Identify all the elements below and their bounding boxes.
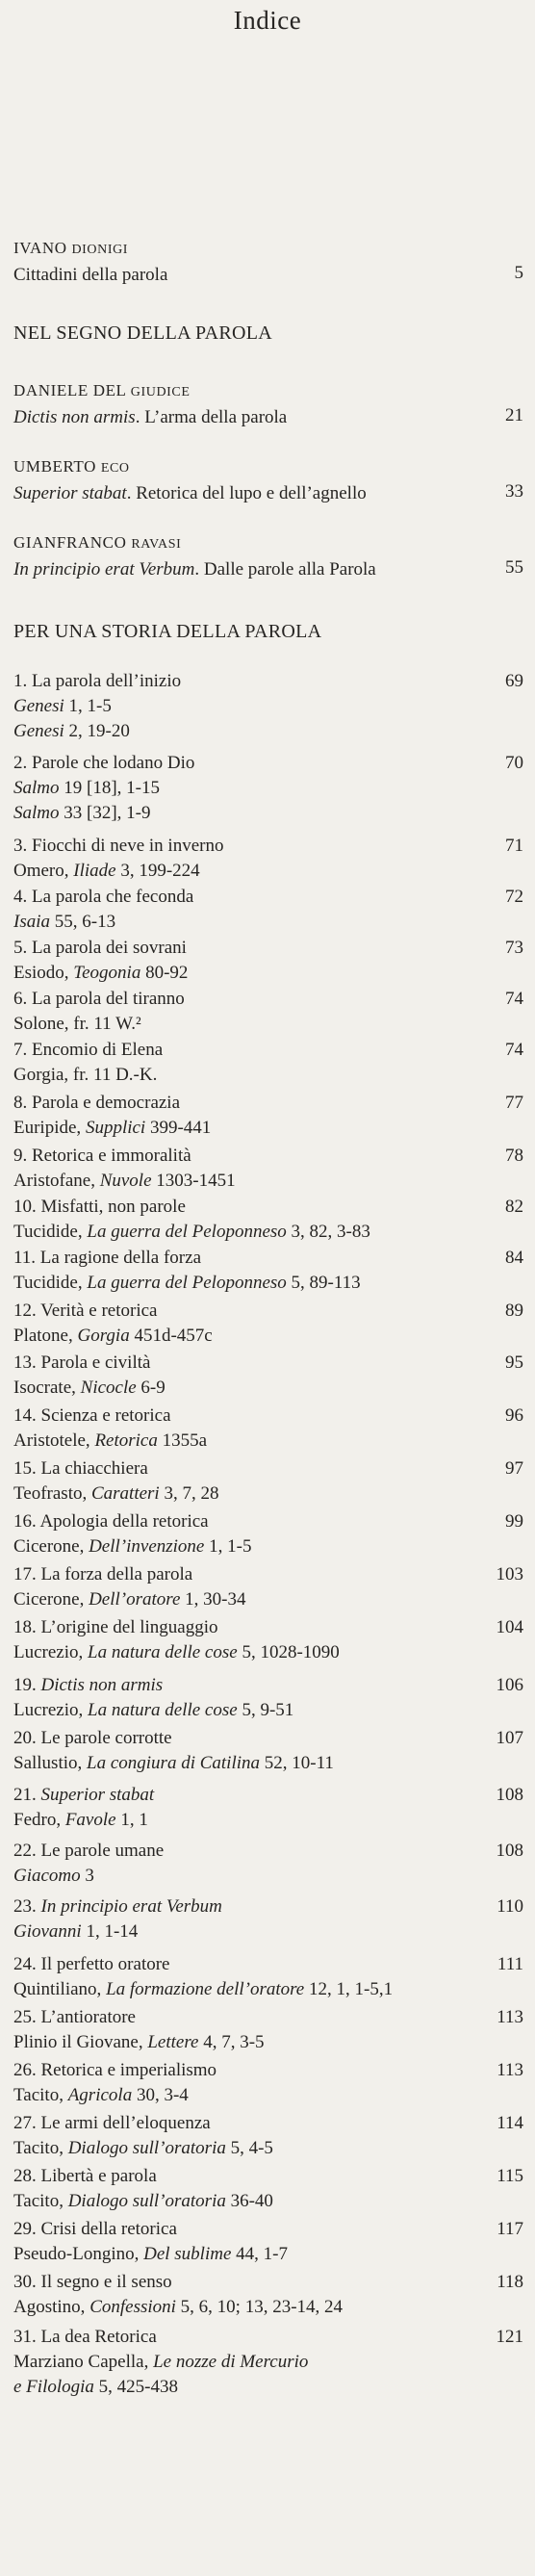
chapter-entry[interactable] [13,1783,523,1833]
chapter-title: 7. Encomio di Elena [13,1040,164,1060]
essay-author: DANIELE DEL GIUDICE [13,381,191,399]
chapter-source: Isocrate, Nicocle 6-9 [13,1378,166,1398]
chapter-entry[interactable] [13,2270,523,2320]
chapter-source: Plinio il Giovane, Lettere 4, 7, 3-5 [13,2032,265,2052]
chapter-entry[interactable] [13,1404,523,1454]
chapter-source: Lucrezio, La natura delle cose 5, 9-51 [13,1700,294,1720]
essay-entry[interactable] [13,454,523,506]
essay-entry[interactable] [13,530,523,582]
chapter-entry[interactable] [13,1144,523,1194]
chapter-source: Cicerone, Dell’invenzione 1, 1-5 [13,1536,252,1557]
chapter-title: 11. La ragione della forza [13,1248,202,1268]
chapter-source: Quintiliano, La formazione dell’oratore 12, 1, 1-5,1 [13,1979,394,1999]
chapter-source: Agostino, Confessioni 5, 6, 10; 13, 23-14, 24 [13,2297,344,2317]
chapter-page: 82 [505,1197,523,1217]
chapter-page: 78 [505,1146,523,1166]
chapter-title: 13. Parola e civiltà [13,1352,151,1373]
chapter-title: 15. La chiacchiera [13,1458,148,1479]
chapter-source: Teofrasto, Caratteri 3, 7, 28 [13,1483,219,1504]
intro-page: 5 [514,263,523,283]
chapter-entry[interactable] [13,1195,523,1245]
chapter-page: 115 [497,2166,523,2186]
chapter-source: Gorgia, fr. 11 D.-K. [13,1065,158,1085]
chapter-source: Sallustio, La congiura di Catilina 52, 10-11 [13,1753,334,1773]
chapter-source: Aristofane, Nuvole 1303-1451 [13,1171,236,1191]
chapter-title: 17. La forza della parola [13,1564,193,1584]
chapter-title: 31. La dea Retorica [13,2327,157,2347]
chapter-page: 107 [496,1728,523,1748]
chapter-entry[interactable] [13,885,523,935]
chapter-page: 77 [505,1093,523,1113]
chapter-title: 29. Crisi della retorica [13,2219,177,2239]
chapter-page: 70 [505,753,523,773]
chapter-source: Marziano Capella, Le nozze di Mercurio [13,2352,309,2372]
chapter-source: Isaia 55, 6-13 [13,912,116,932]
chapter-entry[interactable] [13,1091,523,1141]
chapter-page: 73 [505,938,523,958]
chapter-page: 69 [505,671,523,691]
chapter-source: Giacomo 3 [13,1866,94,1886]
chapter-title: 22. Le parole umane [13,1841,165,1861]
chapter-title: 16. Apologia della retorica [13,1511,209,1532]
chapter-title: 21. Superior stabat [13,1785,155,1805]
chapter-source: Salmo 19 [18], 1-15 [13,778,160,798]
chapter-entry[interactable] [13,669,523,744]
chapter-title: 23. In principio erat Verbum [13,1896,222,1917]
chapter-page: 74 [505,989,523,1009]
chapter-entry[interactable] [13,1615,523,1665]
chapter-page: 74 [505,1040,523,1060]
chapter-source: Tacito, Dialogo sull’oratoria 5, 4-5 [13,2138,273,2158]
chapter-page: 111 [497,1954,523,1974]
chapter-page: 97 [505,1458,523,1479]
chapter-page: 99 [505,1511,523,1532]
chapter-title: 4. La parola che feconda [13,887,194,907]
chapter-title: 19. Dictis non armis [13,1675,164,1695]
chapter-page: 110 [497,1896,523,1917]
section-heading-2: PER UNA STORIA DELLA PAROLA [13,621,322,642]
chapter-page: 108 [496,1785,523,1805]
chapter-title: 12. Verità e retorica [13,1301,158,1321]
chapter-title: 1. La parola dell’inizio [13,671,182,691]
chapter-title: 5. La parola dei sovrani [13,938,187,958]
chapter-entry[interactable] [13,1562,523,1612]
essay-entry[interactable] [13,378,523,430]
chapter-entry[interactable] [13,2111,523,2161]
chapter-page: 104 [496,1617,523,1637]
chapter-source: Tacito, Agricola 30, 3-4 [13,2085,189,2105]
chapter-entry[interactable] [13,987,523,1037]
chapter-title: 9. Retorica e immoralità [13,1146,191,1166]
chapter-page: 71 [505,836,523,856]
chapter-page: 117 [497,2219,523,2239]
chapter-page: 84 [505,1248,523,1268]
chapter-entry[interactable] [13,1038,523,1088]
chapter-entry[interactable] [13,2217,523,2267]
page-title: Indice [233,6,302,35]
chapter-title: 2. Parole che lodano Dio [13,753,195,773]
chapter-entry[interactable] [13,2325,523,2400]
chapter-source: Lucrezio, La natura delle cose 5, 1028-1090 [13,1642,340,1662]
chapter-entry[interactable] [13,1456,523,1507]
chapter-source: Pseudo-Longino, Del sublime 44, 1-7 [13,2244,288,2264]
section-heading-1: NEL SEGNO DELLA PAROLA [13,322,273,344]
chapter-entry[interactable] [13,834,523,884]
chapter-page: 89 [505,1301,523,1321]
chapter-title: 26. Retorica e imperialismo [13,2060,217,2080]
chapter-title: 3. Fiocchi di neve in inverno [13,836,224,856]
chapter-source: Genesi 1, 1-5 [13,696,112,716]
chapter-page: 72 [505,887,523,907]
chapter-title: 27. Le armi dell’eloquenza [13,2113,211,2133]
chapter-entry[interactable] [13,2005,523,2055]
intro-title: Cittadini della parola [13,265,168,285]
intro-entry[interactable] [13,236,523,288]
chapter-source: Platone, Gorgia 451d-457c [13,1326,213,1346]
chapter-title: 30. Il segno e il senso [13,2272,172,2292]
chapter-entry[interactable] [13,1726,523,1776]
chapter-title: 8. Parola e democrazia [13,1093,181,1113]
essay-author: GIANFRANCO RAVASI [13,533,182,552]
chapter-entry[interactable] [13,1299,523,1349]
chapter-entry[interactable] [13,2058,523,2108]
chapter-title: 28. Libertà e parola [13,2166,157,2186]
chapter-entry[interactable] [13,1673,523,1723]
chapter-entry[interactable] [13,1351,523,1401]
chapter-page: 103 [496,1564,523,1584]
chapter-source: Cicerone, Dell’oratore 1, 30-34 [13,1589,246,1610]
chapter-page: 121 [496,2327,523,2347]
chapter-entry[interactable] [13,1839,523,1889]
chapter-title: 25. L’antioratore [13,2007,136,2027]
essay-title: Dictis non armis. L’arma della parola [13,407,288,427]
chapter-source: Giovanni 1, 1-14 [13,1921,139,1942]
chapter-source: Aristotele, Retorica 1355a [13,1430,208,1451]
chapter-entry[interactable] [13,2164,523,2214]
chapter-source: Fedro, Favole 1, 1 [13,1810,148,1830]
chapter-source: Tucidide, La guerra del Peloponneso 5, 89-113 [13,1273,361,1293]
chapter-entry[interactable] [13,1894,523,1945]
chapter-title: 6. La parola del tiranno [13,989,185,1009]
essay-page: 33 [505,481,523,502]
chapter-entry[interactable] [13,1952,523,2002]
chapter-entry[interactable] [13,751,523,826]
chapter-page: 106 [496,1675,523,1695]
chapter-title: 14. Scienza e retorica [13,1405,171,1426]
intro-author: IVANO DIONIGI [13,239,129,257]
essay-title: Superior stabat. Retorica del lupo e dell’agnello [13,483,367,503]
chapter-entry[interactable] [13,1246,523,1296]
chapter-title: 24. Il perfetto oratore [13,1954,170,1974]
essay-page: 55 [505,557,523,578]
chapter-page: 95 [505,1352,523,1373]
chapter-source: Tacito, Dialogo sull’oratoria 36-40 [13,2191,273,2211]
chapter-entry[interactable] [13,1509,523,1559]
chapter-page: 114 [497,2113,523,2133]
chapter-source: Genesi 2, 19-20 [13,721,130,741]
chapter-source: Omero, Iliade 3, 199-224 [13,861,200,881]
essay-page: 21 [505,405,523,425]
chapter-page: 113 [497,2007,523,2027]
chapter-source: Euripide, Supplici 399-441 [13,1118,212,1138]
chapter-source: e Filologia 5, 425-438 [13,2377,178,2397]
chapter-page: 113 [497,2060,523,2080]
chapter-page: 118 [497,2272,523,2292]
chapter-page: 108 [496,1841,523,1861]
essay-author: UMBERTO ECO [13,457,130,476]
chapter-title: 18. L’origine del linguaggio [13,1617,218,1637]
chapter-page: 96 [505,1405,523,1426]
chapter-source: Salmo 33 [32], 1-9 [13,803,151,823]
chapter-source: Esiodo, Teogonia 80-92 [13,963,189,983]
essay-title: In principio erat Verbum. Dalle parole alla Parola [13,559,376,580]
chapter-title: 10. Misfatti, non parole [13,1197,186,1217]
chapter-source: Solone, fr. 11 W.² [13,1014,141,1034]
chapter-entry[interactable] [13,936,523,986]
chapter-title: 20. Le parole corrotte [13,1728,172,1748]
chapter-source: Tucidide, La guerra del Peloponneso 3, 82, 3-83 [13,1222,370,1242]
